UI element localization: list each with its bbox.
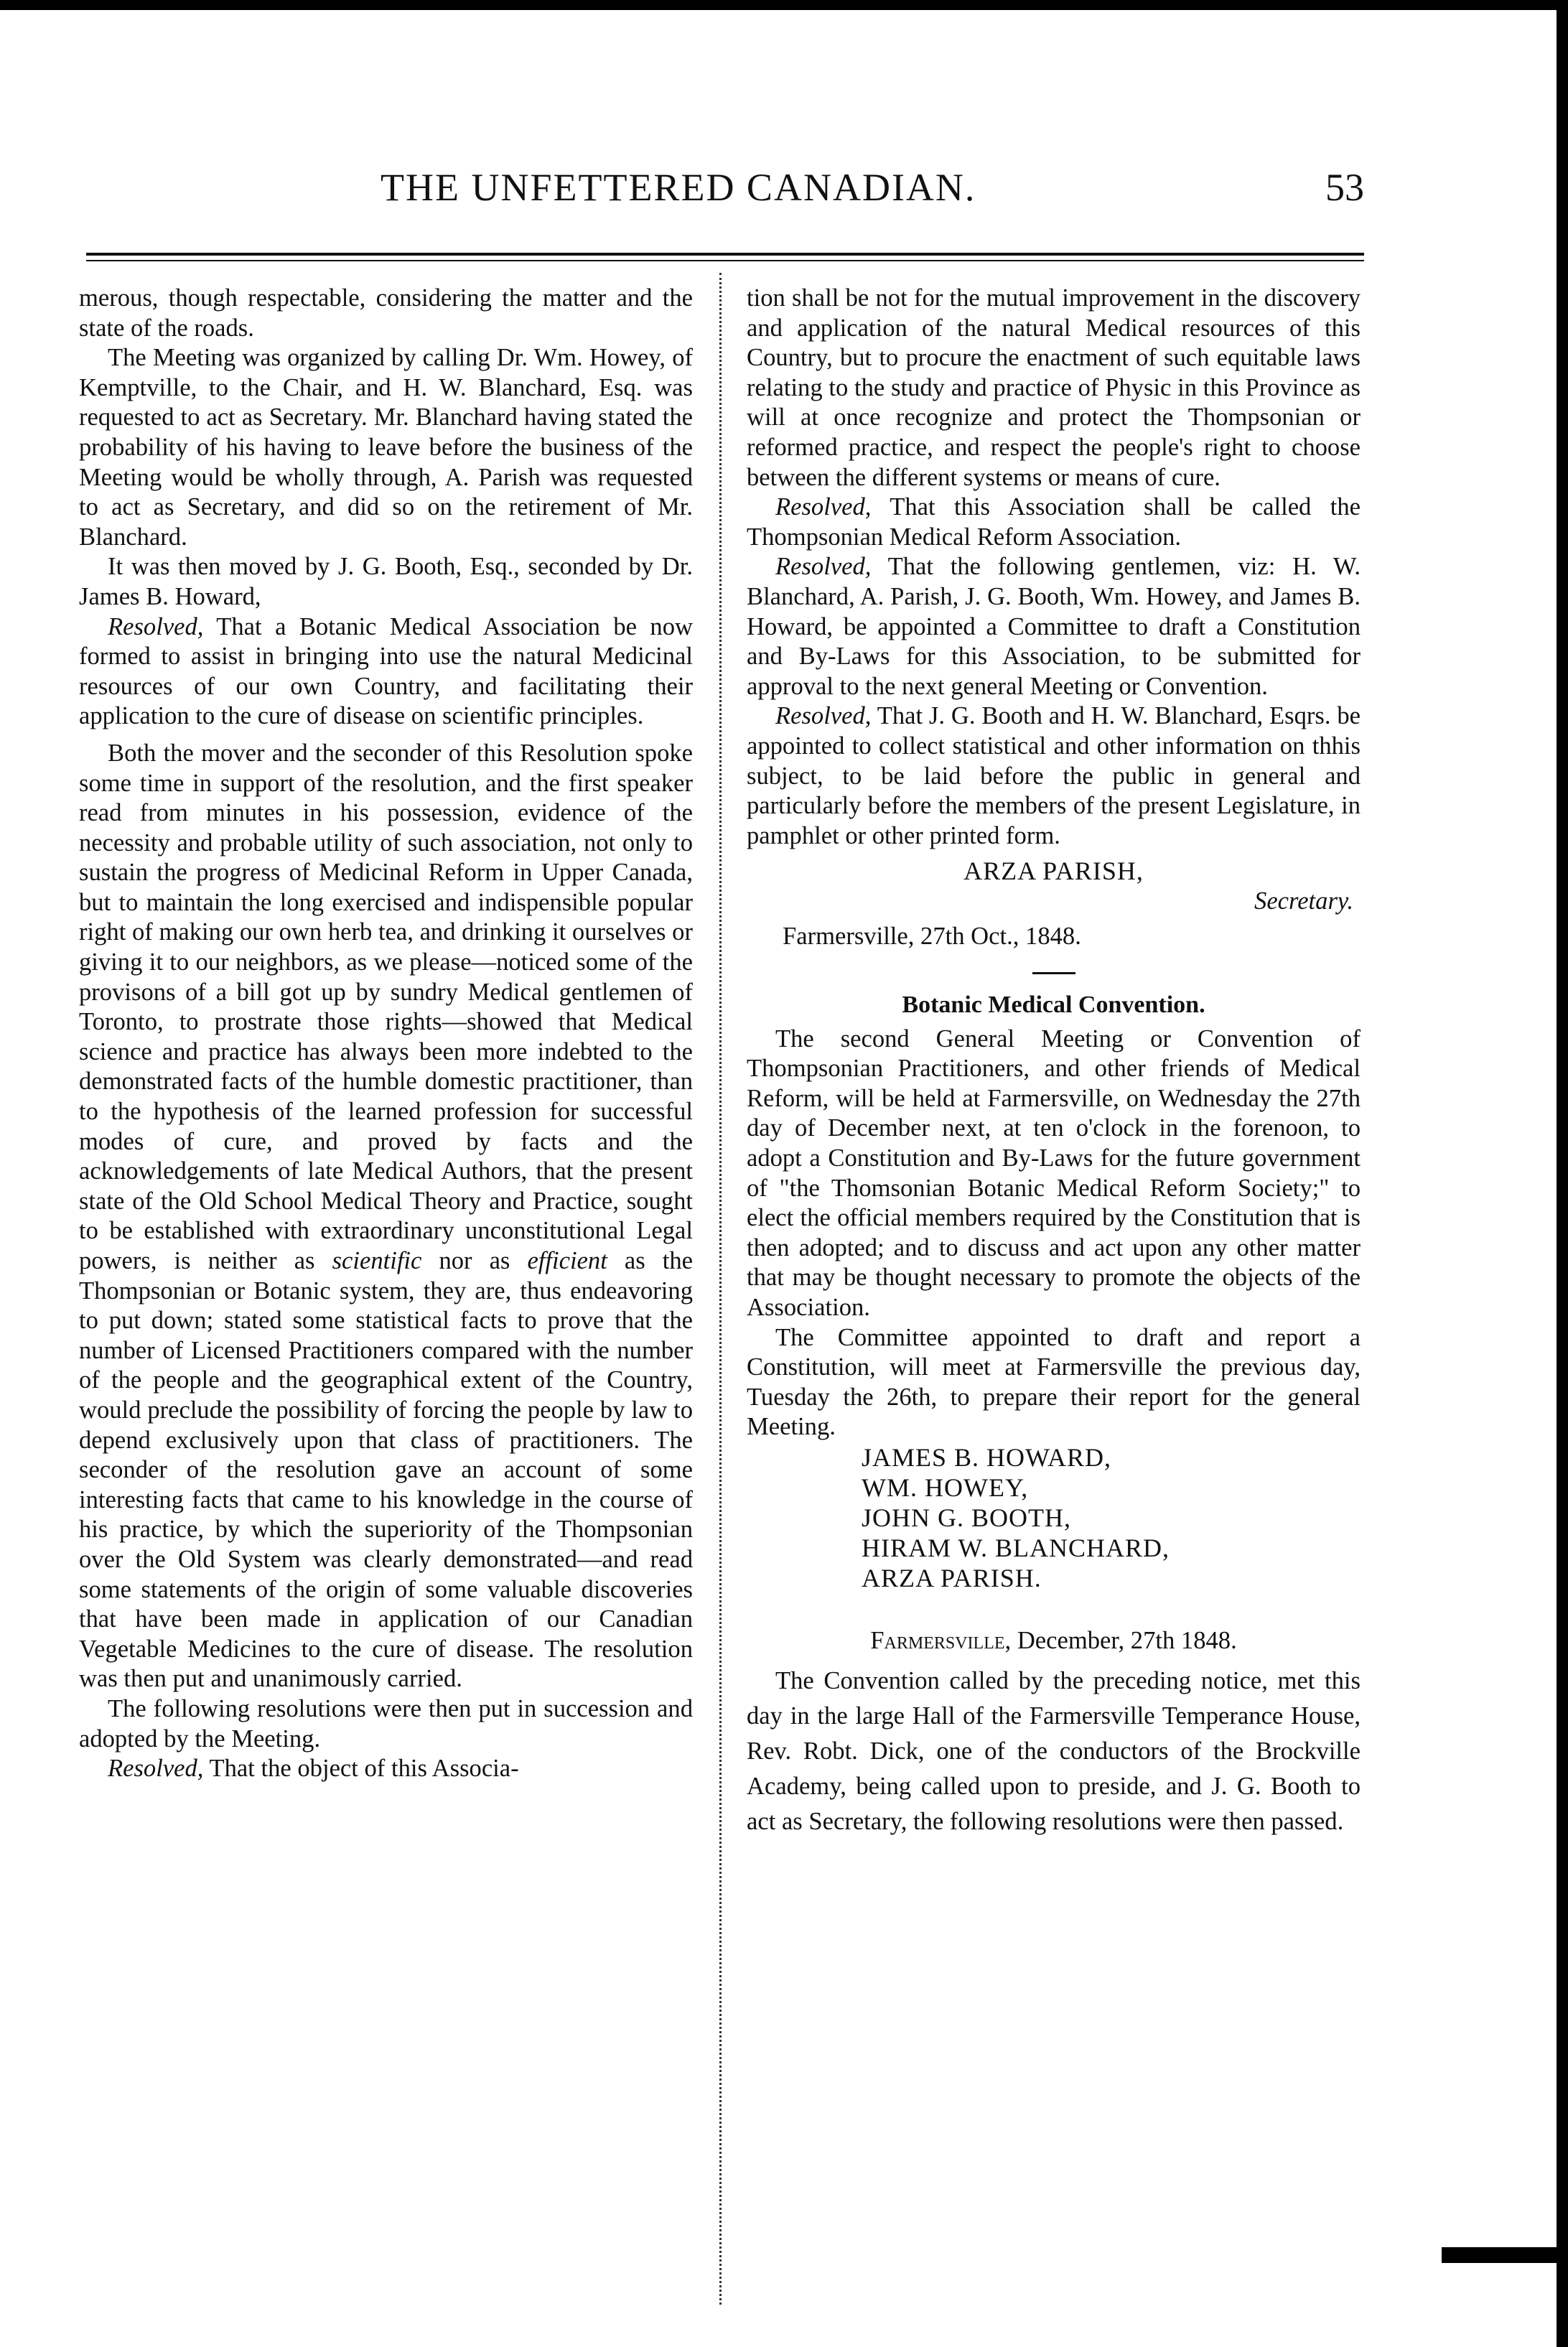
- resolved-label: Resolved,: [775, 702, 872, 730]
- resolution: [747, 552, 1361, 701]
- committee-member: ARZA PARISH.: [862, 1563, 1042, 1592]
- resolution: [79, 612, 693, 732]
- resolved-label: Resolved,: [108, 1755, 204, 1783]
- committee-member: JOHN G. BOOTH,: [862, 1503, 1071, 1532]
- header-rule: [86, 253, 1364, 256]
- left-column: [79, 284, 693, 1784]
- dateline: Farmersville, 27th Oct., 1848.: [783, 923, 1081, 951]
- top-border: [0, 0, 1568, 10]
- emphasis: scientific: [332, 1247, 422, 1274]
- text-run: Both the mover and the seconder of this Resolution spoke some time in support of the resolution, and the first speaker read from minutes in his possession, evidence of the necessity and probable utility of such association, not only to sustain the progress of Medicinal Reform in Upper Canada, but to maintain the long exercised and indispensible popular right of making our own herb tea, and drinking it ourselves or giving it to our neighbors, as we please—noticed some of the provisons of a bill got up by sundry Medical gentlemen of Toronto, to prostrate those rights—showed that Medical science and practice has always been more indebted to the demonstrated facts of the humble domestic practitioner, than to the hypothesis of the learned profession for successful modes of cure, and proved by facts and the acknowledgements of late Medical Authors, that the present state of the Old School Medical Theory and Practice, sought to be established with extraordinary unconstitutional Legal powers, is neither as: [79, 739, 693, 1274]
- resolved-label: Resolved,: [108, 612, 204, 640]
- section-rule: [1032, 972, 1075, 974]
- column-divider: [719, 273, 722, 2305]
- paragraph: merous, though respectable, considering the matter and the state of the roads.: [79, 284, 693, 342]
- running-head: [86, 165, 1364, 223]
- section-heading: Botanic Medical Convention.: [902, 991, 1205, 1019]
- committee-list: [747, 1442, 1361, 1593]
- committee-member: JAMES B. HOWARD,: [862, 1442, 1112, 1472]
- paragraph: tion shall be not for the mutual improvement in the discovery and application of the natural Medical resources of this Country, but to procure the enactment of such equitable laws relating to the study and practice of Physic in this Province as will at once recognize and protect the Thompsonian or reformed practice, and respect the people's right to choose between the different systems or means of cure.: [747, 284, 1361, 491]
- signature-name: ARZA PARISH,: [963, 857, 1144, 886]
- dated-place: Farmersville,: [870, 1626, 1012, 1654]
- text-run: as the Thompsonian or Botanic system, they are, thus endeavoring to put down; stated some statistical facts to prove that the number of Licensed Practitioners compared with the number of the people and the geographical extent of the Country, would preclude the possibility of forcing the people by law to depend exclusively upon that class of practitioners. The seconder of the resolution gave an account of some interesting facts that came to his knowledge in the course of his practice, by which the superiority of the Thompsonian over the Old System was clearly demonstrated—and read some statements of the origin of some valuable discoveries that have been made in application of our Canadian Vegetable Medicines to the cure of disease. The resolution was then put and unanimously carried.: [79, 1247, 693, 1693]
- resolution-text: That the following gentlemen, viz: H. W. Blanchard, A. Parish, J. G. Booth, Wm. Howey, and James B. Howard, be appointed a Committee to draft a Constitution and By-Laws for this Association, to be submitted for approval to the next general Meeting or Convention.: [747, 553, 1361, 700]
- resolution: [747, 701, 1361, 851]
- dated-line: [747, 1626, 1361, 1656]
- paragraph: The second General Meeting or Convention of Thompsonian Practitioners, and other friends of Medical Reform, will be held at Farmersville, on Wednesday the 27th day of December next, at ten o'clock in the forenoon, to adopt a Constitution and By-Laws for the future government of "the Thomsonian Botanic Medical Reform Society;" to elect the official members required by the Constitution that is then adopted; and to discuss and act upon any other matter that may be thought necessary to promote the objects of the Association.: [747, 1025, 1361, 1321]
- paragraph: The Committee appointed to draft and report a Constitution, will meet at Farmersville the previous day, Tuesday the 26th, to prepare their report for the general Meeting.: [747, 1323, 1361, 1441]
- margin-mark: [1442, 2247, 1557, 2263]
- page-title: THE UNFETTERED CANADIAN.: [381, 166, 976, 209]
- resolution-text: That the object of this Associa-: [209, 1755, 519, 1783]
- resolution-text: That J. G. Booth and H. W. Blanchard, Esqrs. be appointed to collect statistical and other information on thhis subject, to be laid before the public in general and particularly before the members of the present Legislature, in pamphlet or other printed form.: [747, 702, 1361, 849]
- resolution-text: That this Association shall be called the Thompsonian Medical Reform Association.: [747, 493, 1361, 551]
- paragraph: The following resolutions were then put in succession and adopted by the Meeting.: [79, 1694, 693, 1753]
- paragraph: The Meeting was organized by calling Dr. Wm. Howey, of Kemptville, to the Chair, and H. W. Blanchard, Esq. was requested to act as Secretary. Mr. Blanchard having stated the probability of his having to leave before the business of the Meeting would be wholly through, A. Parish was requested to act as Secretary, and did so on the retirement of Mr. Blanchard.: [79, 344, 693, 551]
- resolution: [79, 1754, 693, 1784]
- committee-member: HIRAM W. BLANCHARD,: [862, 1533, 1170, 1562]
- paragraph: [79, 739, 693, 1694]
- paragraph: The Convention called by the preceding notice, met this day in the large Hall of the Farmersville Temperance House, Rev. Robt. Dick, one of the conductors of the Brockville Academy, being called upon to preside, and J. G. Booth to act as Secretary, the following resolutions were then passed.: [747, 1666, 1361, 1835]
- resolution-text: That a Botanic Medical Association be now formed to assist in bringing into use the natural Medicinal resources of our own Country, and facilitating their application to the cure of disease on scientific principles.: [79, 612, 693, 730]
- page-number: 53: [1325, 166, 1364, 209]
- text-run: nor as: [439, 1247, 510, 1274]
- right-border: [1557, 0, 1568, 2347]
- right-column: [747, 284, 1361, 1839]
- resolved-label: Resolved,: [775, 493, 872, 521]
- dated-date: December, 27th 1848.: [1017, 1626, 1237, 1654]
- resolution: [747, 493, 1361, 552]
- paragraph: It was then moved by J. G. Booth, Esq., seconded by Dr. James B. Howard,: [79, 553, 693, 610]
- signature-role: Secretary.: [1254, 887, 1353, 915]
- resolved-label: Resolved,: [775, 553, 872, 581]
- header-rule-thin: [86, 260, 1364, 261]
- emphasis: efficient: [527, 1247, 607, 1274]
- committee-member: WM. HOWEY,: [862, 1473, 1029, 1502]
